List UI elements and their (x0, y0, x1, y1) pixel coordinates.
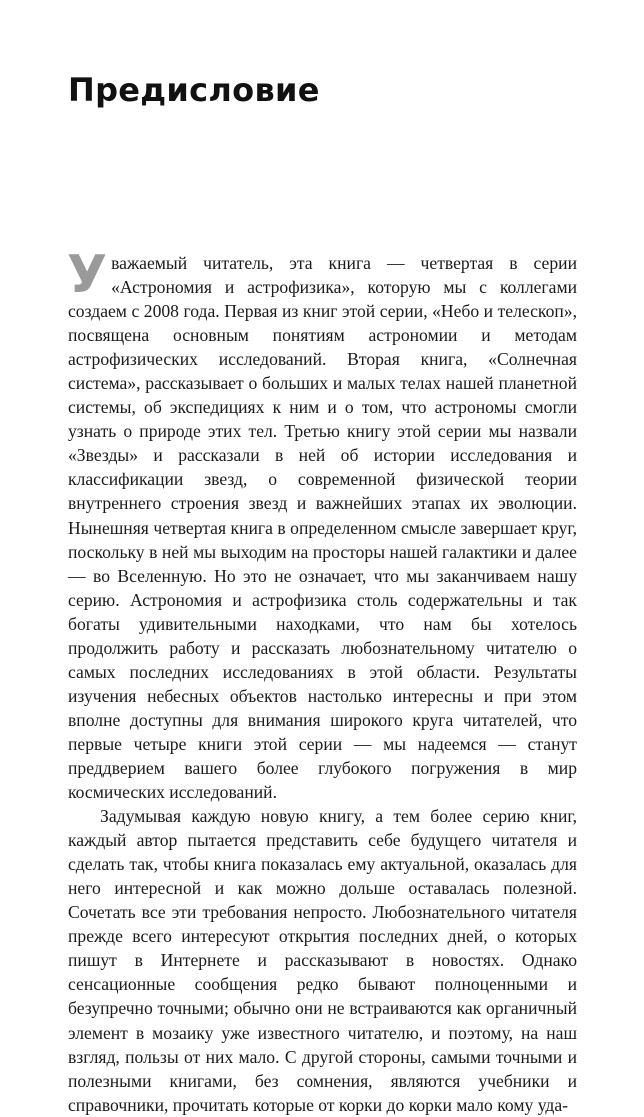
drop-cap: У (67, 245, 108, 305)
paragraph-1-text: важаемый читатель, эта книга — четвертая в серии «Астрономия и астрофизика», которую мы с коллегами создаем с 2008 года. Первая из книг этой серии, «Небо и телескоп», посвящена основным понятиям астрономии и методам астрофизических исследований. Вторая книга, «Солнечная система», рассказывает о больших и малых телах нашей планетной системы, об экспедициях к ним и о том, что астрономы смогли узнать о природе этих тел. Третью книгу этой серии мы назвали «Звезды» и рассказали в ней об истории исследования и классификации звезд, о современной физической теории внутреннего строения звезд и важнейших этапах их эволюции. Нынешняя четвертая книга в определенном смысле завершает круг, поскольку в ней мы выходим на просторы нашей галактики и далее — во Вселенную. Но это не означает, что мы заканчиваем нашу серию. Астрономия и астрофизика столь содержательны и так богаты удивительными находками, что нам бы хотелось продолжить работу и рассказать любознательному читателю о самых последних исследованиях в этой области. Результаты изучения небесных объектов настолько интересны и при этом вполне доступны для внимания широкого круга читателей, что первые четыре книги этой серии — мы надеемся — станут преддверием вашего более глубокого погружения в мир космических исследований. (68, 253, 577, 803)
chapter-heading: Предисловие (68, 71, 320, 109)
paragraph-1 (67, 245, 577, 804)
paragraph-2 (68, 804, 577, 1117)
paragraph-2-text: Задумывая каждую новую книгу, а тем более серию книг, каждый автор пытается представить себе будущего читателя и сделать так, чтобы книга показалась ему актуальной, оказалась для него интересной и как можно дольше оставалась полезной. Сочетать все эти требования непросто. Любознательного читателя прежде всего интересуют открытия последних дней, о которых пишут в Интернете и рассказывают в новостях. Однако сенсационные сообщения редко бывают полноценными и безупречно точными; обычно они не встраиваются как органичный элемент в мозаику уже известного читателю, и поэтому, на наш взгляд, пользы от них мало. С другой стороны, самыми точными и полезными книгами, без сомнения, являются учебники и справочники, прочитать которые от корки до корки мало кому уда- (68, 806, 577, 1115)
body-text (67, 245, 577, 1117)
